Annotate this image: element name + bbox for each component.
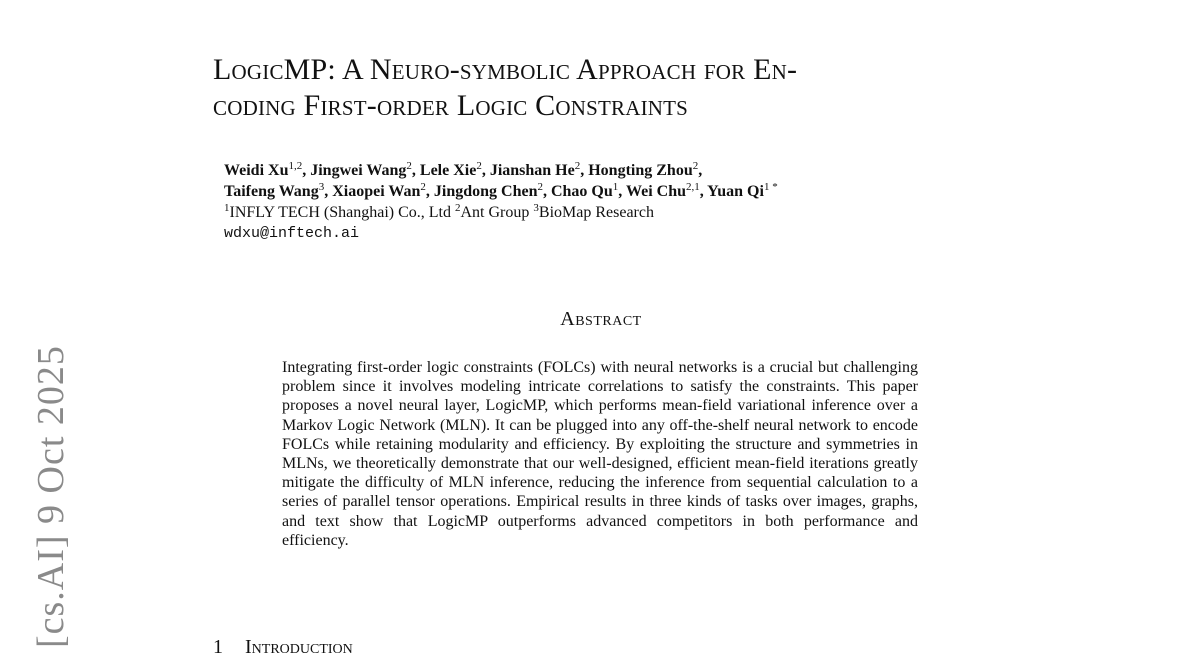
author-sep: , [411,162,420,179]
affil-sup: 2 [455,202,461,214]
author-sep: , [580,162,589,179]
author-affil-sup: 2 [574,160,581,172]
author-sep: , [542,183,551,200]
affil-sup: 1 [224,202,230,214]
author-name: Jianshan He [489,162,575,179]
abstract-body: Integrating first-order logic constraints (FOLCs) with neural networks is a crucial but challenging problem since it involves modeling intricate correlations to satisfy the constraints. This paper proposes a novel neural layer, LogicMP, which performs mean-field variational inference over a Markov Logic Network (MLN). It can be plugged into any off-the-shelf neural network to encode FOLCs while retaining modularity and efficiency. By exploiting the structure and symmetries in MLNs, we theoretically demonstrate that our well-designed, efficient mean-field iterations greatly mitigate the difficulty of MLN inference, reducing the inference from sequential calculation to a series of parallel tensor operations. Empirical results in three kinds of tasks over images, graphs, and text show that LogicMP outperforms advanced competitors in both performance and efficiency. [282,359,918,549]
author-affil-sup: 2 [537,181,543,193]
author-affil-sup: 2 [692,160,699,172]
title-line-2: coding First-order Logic Constraints [213,89,689,122]
author-name: Xiaopei Wan [332,183,421,200]
affil-name: INFLY TECH (Shanghai) Co., Ltd [229,204,455,221]
affil-sup: 3 [533,202,539,214]
author-sep: , [302,162,311,179]
author-sep: , [425,183,434,200]
author-name: Chao Qu [550,183,613,200]
abstract-heading-text: Abstract [560,308,642,330]
author-affil-sup: 2 [406,160,412,172]
author-sep: , [618,183,626,200]
author-affil-sup: 2,1 [686,181,700,193]
author-affil-sup: 1 [612,181,619,193]
section-number: 1 [213,636,223,658]
author-affil-sup: 1,2 [288,160,303,172]
title-line-1: LogicMP: A Neuro-symbolic Approach for En- [213,53,798,86]
author-name: Jingwei Wang [310,162,407,179]
author-line-1 [224,160,1024,181]
author-line-2 [224,181,1024,202]
author-name: Lele Xie [419,162,477,179]
author-affil-sup: 3 [318,181,325,193]
author-email: wdxu@inftech.ai [224,225,360,242]
author-block [224,160,1024,244]
author-affil-sup: 1 * [763,181,778,193]
arxiv-stamp: [cs.AI] 9 Oct 2025 [30,345,72,648]
affil-name: Ant Group [460,204,534,221]
author-name: Wei Chu [625,183,686,200]
author-sep: , [324,183,333,200]
author-name: Taifeng Wang [224,183,319,200]
author-name: Hongting Zhou [588,162,693,179]
affil-name: BioMap Research [538,204,654,221]
affiliation-line [224,202,1024,223]
author-affil-sup: 2 [476,160,482,172]
author-affil-sup: 2 [420,181,426,193]
author-sep: , [481,162,490,179]
author-sep: , [698,162,703,179]
section-title: Introduction [245,636,353,658]
author-sep: , [699,183,708,200]
paper-title [213,52,1013,124]
author-name: Jingdong Chen [433,183,538,200]
author-name: Weidi Xu [224,162,289,179]
abstract-heading [0,308,1200,331]
author-name: Yuan Qi [707,183,764,200]
